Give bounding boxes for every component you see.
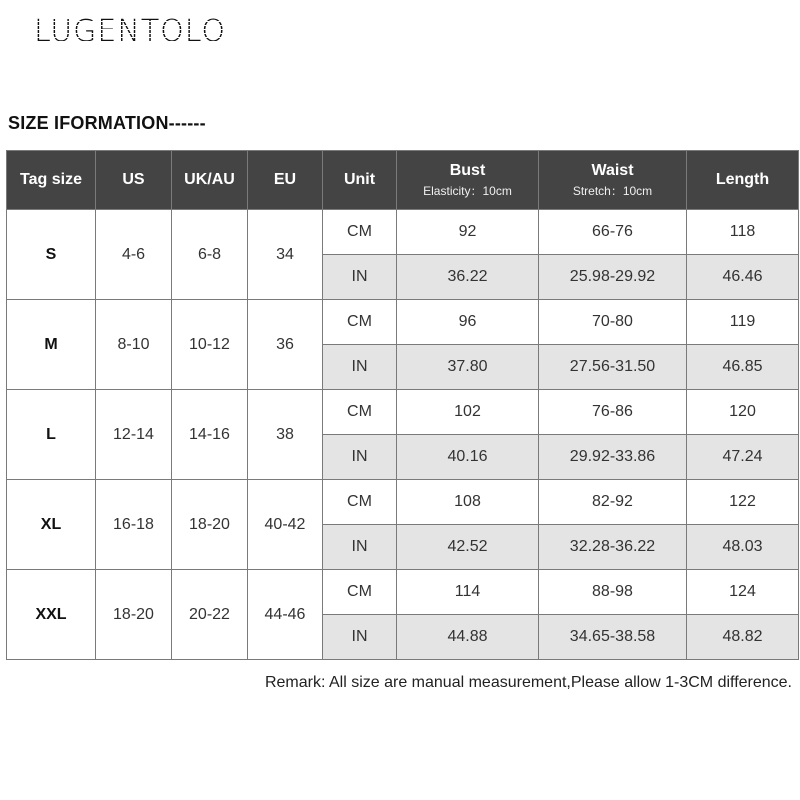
cell-bust: 40.16 (397, 435, 539, 480)
header-sub-label: Stretch：10cm (572, 183, 653, 198)
header-bust (397, 151, 539, 210)
cell-bust: 114 (397, 570, 539, 615)
cell-us: 8-10 (96, 300, 172, 390)
cell-length: 46.85 (687, 345, 799, 390)
cell-us: 18-20 (96, 570, 172, 660)
cell-unit: IN (323, 255, 397, 300)
cell-unit: CM (323, 210, 397, 255)
cell-bust: 108 (397, 480, 539, 525)
cell-unit: CM (323, 390, 397, 435)
cell-unit: IN (323, 525, 397, 570)
cell-waist: 34.65-38.58 (539, 615, 687, 660)
cell-waist: 76-86 (539, 390, 687, 435)
header-label: EU (273, 171, 297, 188)
cell-waist: 27.56-31.50 (539, 345, 687, 390)
size-chart-table (6, 150, 799, 660)
cell-length: 48.82 (687, 615, 799, 660)
cell-bust: 96 (397, 300, 539, 345)
cell-length: 120 (687, 390, 799, 435)
cell-waist: 25.98-29.92 (539, 255, 687, 300)
cell-uk-au: 10-12 (172, 300, 248, 390)
header-label: Length (715, 171, 770, 188)
cell-waist: 82-92 (539, 480, 687, 525)
cell-length: 47.24 (687, 435, 799, 480)
cell-uk-au: 14-16 (172, 390, 248, 480)
table-header-row (7, 151, 799, 210)
cell-us: 12-14 (96, 390, 172, 480)
cell-bust: 92 (397, 210, 539, 255)
header-tag-size (7, 151, 96, 210)
cell-bust: 36.22 (397, 255, 539, 300)
table-row-cm (7, 570, 799, 615)
table-row-cm (7, 300, 799, 345)
remark-note: Remark: All size are manual measurement,Please allow 1-3CM difference. (264, 674, 792, 691)
cell-length: 122 (687, 480, 799, 525)
header-label: UK/AU (184, 171, 235, 188)
header-label: Unit (343, 171, 376, 188)
cell-waist: 70-80 (539, 300, 687, 345)
table-row-cm (7, 480, 799, 525)
cell-uk-au: 6-8 (172, 210, 248, 300)
header-label: Waist (591, 161, 634, 179)
cell-bust: 102 (397, 390, 539, 435)
cell-eu: 38 (248, 390, 323, 480)
cell-length: 124 (687, 570, 799, 615)
header-length (687, 151, 799, 210)
cell-tag-size: XL (7, 480, 96, 570)
cell-unit: IN (323, 345, 397, 390)
cell-length: 46.46 (687, 255, 799, 300)
table-row-cm (7, 210, 799, 255)
cell-unit: IN (323, 435, 397, 480)
cell-unit: IN (323, 615, 397, 660)
cell-us: 4-6 (96, 210, 172, 300)
cell-length: 48.03 (687, 525, 799, 570)
brand-logo: LUGENTOLO (34, 14, 227, 49)
cell-uk-au: 20-22 (172, 570, 248, 660)
cell-eu: 44-46 (248, 570, 323, 660)
cell-tag-size: S (7, 210, 96, 300)
header-waist (539, 151, 687, 210)
cell-us: 16-18 (96, 480, 172, 570)
header-us (96, 151, 172, 210)
cell-waist: 88-98 (539, 570, 687, 615)
cell-tag-size: L (7, 390, 96, 480)
cell-waist: 29.92-33.86 (539, 435, 687, 480)
cell-unit: CM (323, 480, 397, 525)
header-eu (248, 151, 323, 210)
cell-tag-size: XXL (7, 570, 96, 660)
cell-unit: CM (323, 300, 397, 345)
table-row-cm (7, 390, 799, 435)
cell-length: 119 (687, 300, 799, 345)
cell-bust: 42.52 (397, 525, 539, 570)
cell-waist: 66-76 (539, 210, 687, 255)
header-sub-label: Elasticity：10cm (423, 183, 512, 198)
cell-waist: 32.28-36.22 (539, 525, 687, 570)
header-unit (323, 151, 397, 210)
cell-bust: 44.88 (397, 615, 539, 660)
section-title: SIZE IFORMATION------ (8, 113, 206, 133)
header-uk-au (172, 151, 248, 210)
cell-unit: CM (323, 570, 397, 615)
cell-tag-size: M (7, 300, 96, 390)
cell-length: 118 (687, 210, 799, 255)
cell-bust: 37.80 (397, 345, 539, 390)
cell-eu: 36 (248, 300, 323, 390)
header-label: Tag size (20, 171, 82, 188)
cell-uk-au: 18-20 (172, 480, 248, 570)
header-label: US (122, 171, 145, 188)
header-label: Bust (449, 161, 486, 179)
cell-eu: 40-42 (248, 480, 323, 570)
cell-eu: 34 (248, 210, 323, 300)
